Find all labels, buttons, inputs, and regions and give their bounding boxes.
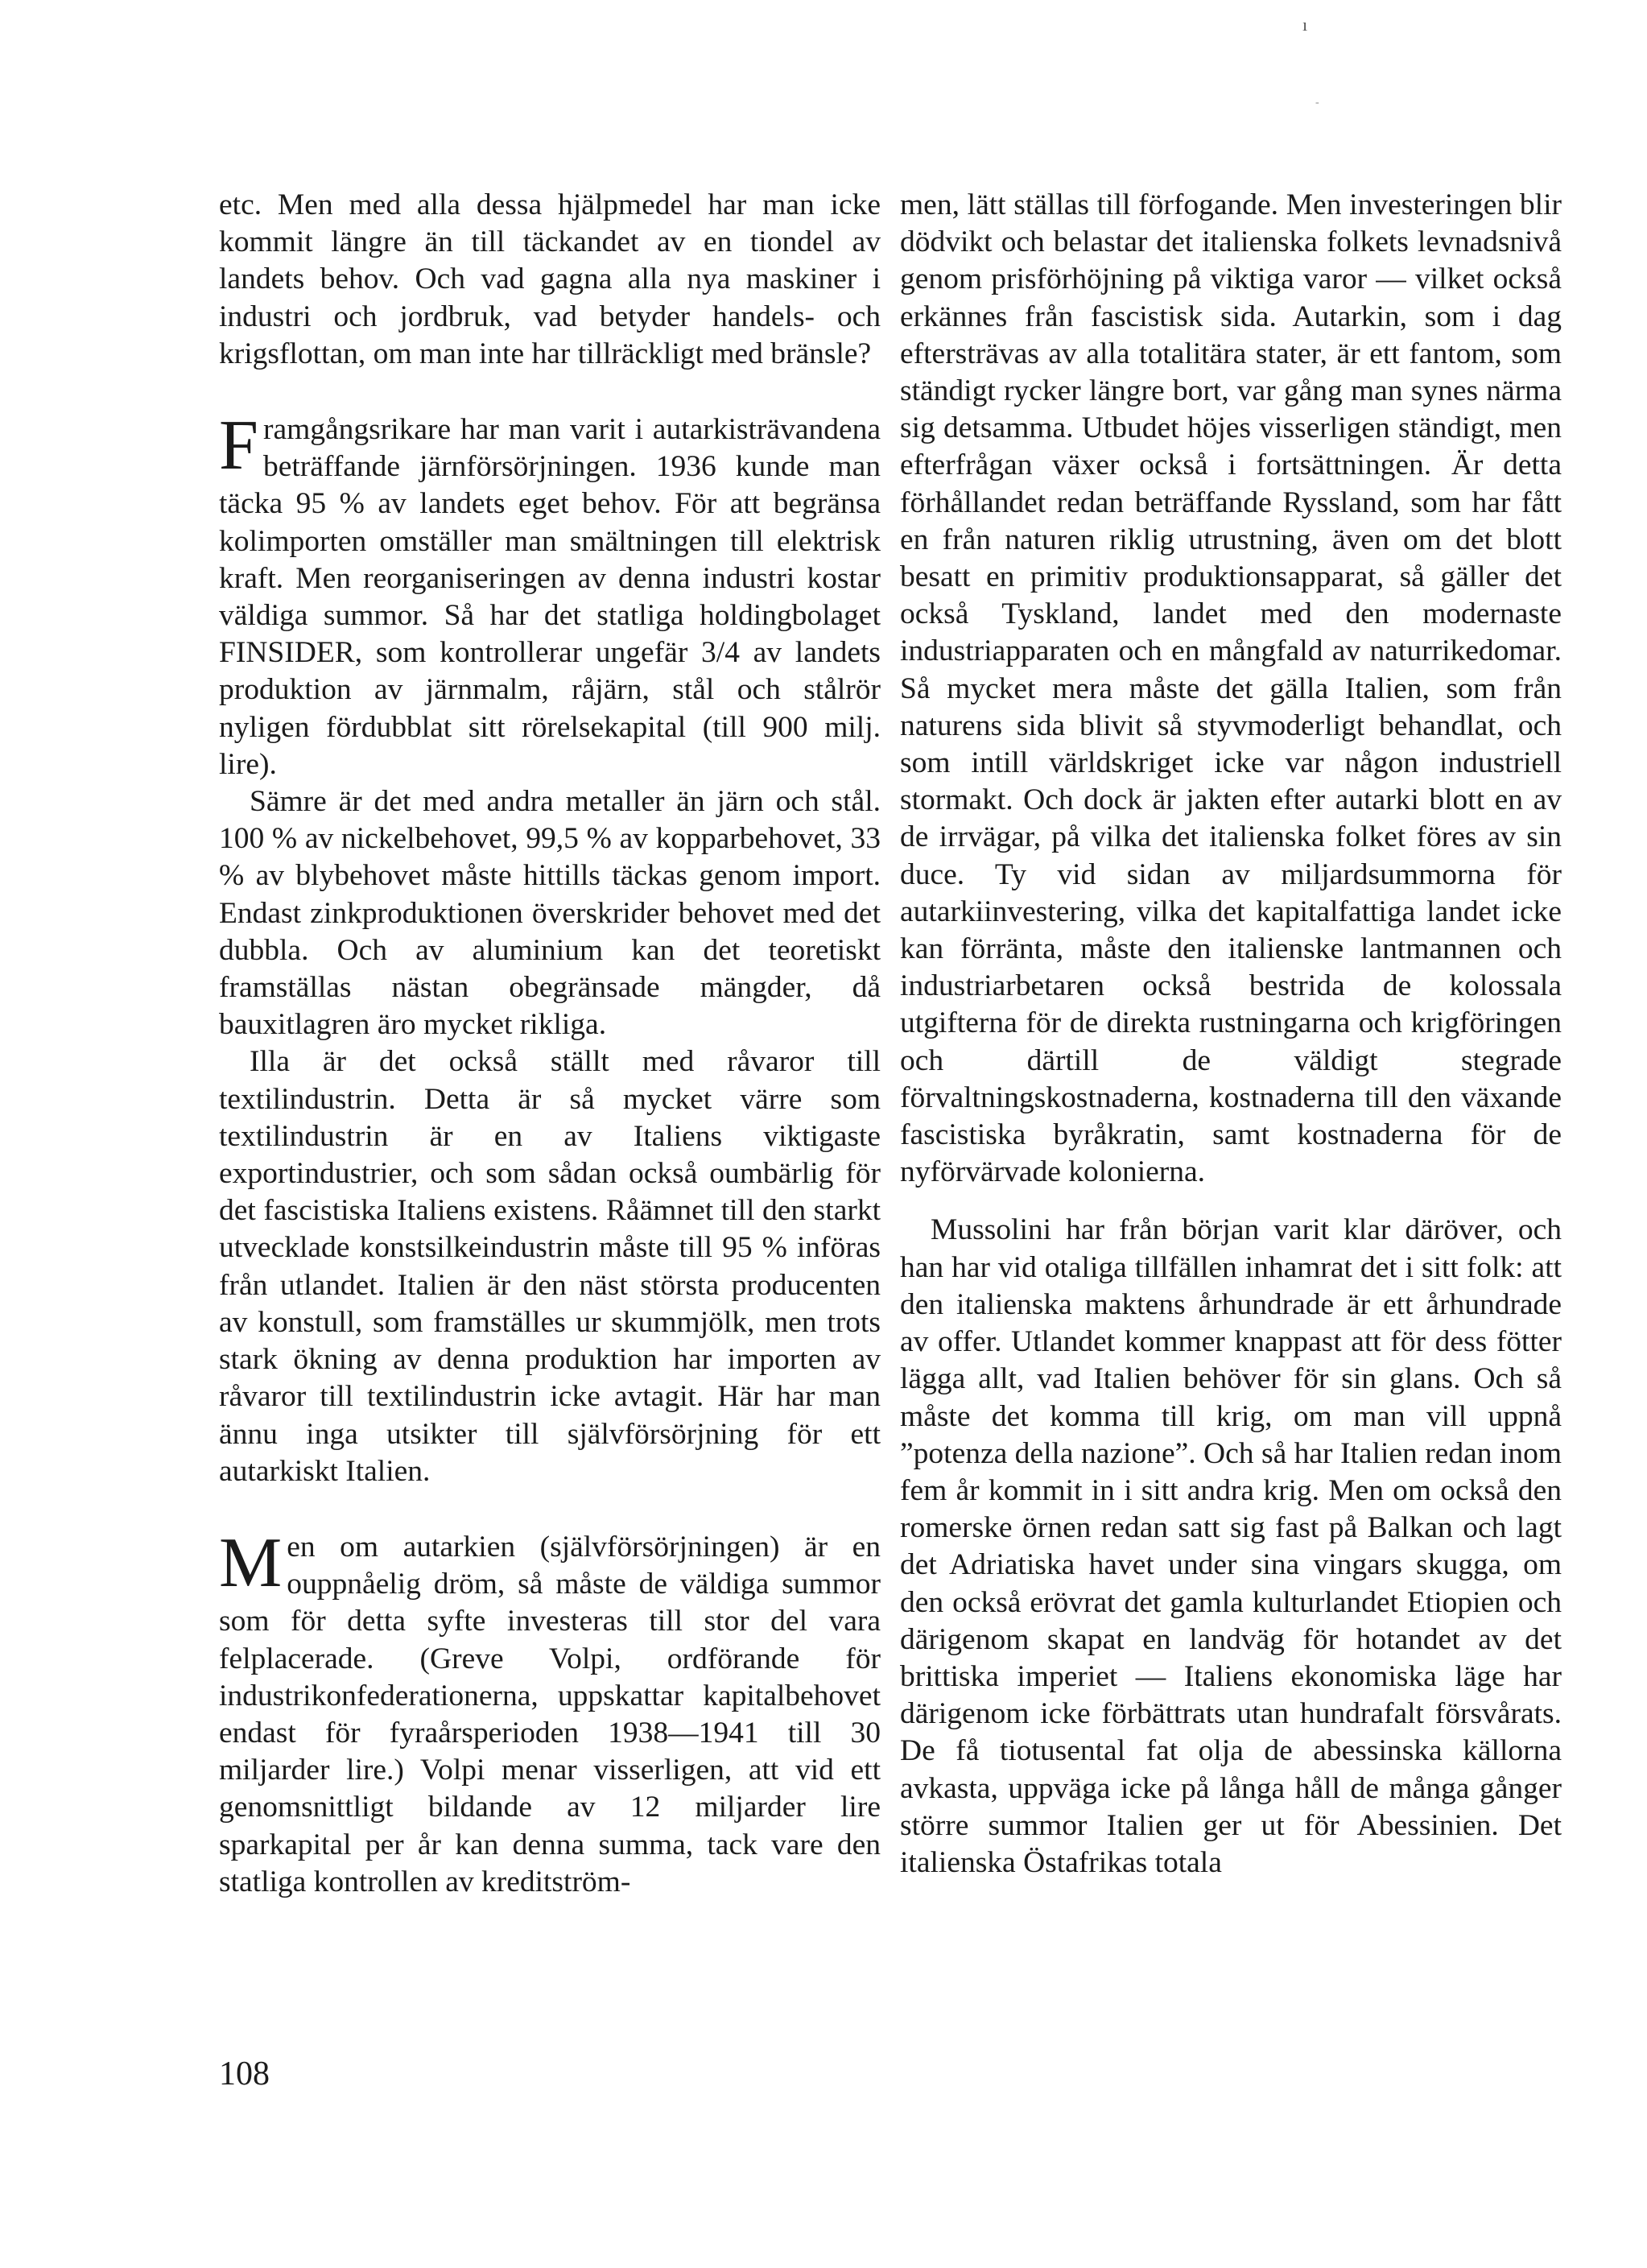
paragraph-dropcap [219,1523,881,1901]
page-number: 108 [219,2055,270,2092]
right-column [900,187,1562,1882]
paragraph-text: ramgångsrikare har man varit i autarkisträvandena beträffande järnförsörjningen. 1936 kunde man täcka 95 % av landets eget behov. För att begränsa kolimporten omställer man smältningen till elektrisk kraft. Men reorganiseringen av denna industri kostar väldiga summor. Så har det statliga holdingbolaget FINSIDER, som kontrollerar ungefär 3/4 av landets produktion av järnmalm, råjärn, stål och stålrör nyligen fördubblat sitt rörelsekapital (till 900 milj. lire). [219,413,881,781]
dropcap-letter: F [219,407,258,485]
paragraph: Mussolini har från början varit klar däröver, och han har vid otaliga tillfällen inhamrat det i sitt folk: att den italienska maktens århundrade är ett århundrade av offer. Utlandet kommer knappast att för dess fötter lägga allt, vad Italien behöver för sin glans. Och så måste det komma till krig, om man vill uppnå ”potenza della nazione”. Och så har Italien redan inom fem år kommit in i sitt andra krig. Men om också den romerske örnen redan satt sig fast på Balkan och lagt det Adriatiska havet under sina vingars skugga, om den också erövrat det gamla kulturlandet Etiopien och därigenom skapat en landväg för hotandet av det brittiska imperiet — Italiens ekonomiska läge har därigenom icke förbättrats utan hundrafalt försvårats. De få tiotusental fat olja de abessinska källorna avkasta, uppväga icke på långa håll de många gånger större summor Italien ger ut för Abessinien. Det italienska Östafrikas totala [900,1213,1562,1879]
paragraph-text: en om autarkien (självförsörjningen) är en ouppnåelig dröm, så måste de väldiga summor som för detta syfte investeras till stor del vara felplacerade. (Greve Volpi, ordförande för industrikonfederationerna, uppskattar kapitalbehovet endast för fyraårsperioden 1938—1941 till 30 miljarder lire.) Volpi menar visserligen, att vid ett genomsnittligt bildande av 12 miljarder lire sparkapital per år kan denna summa, tack vare den statliga kontrollen av kreditström- [219,1530,881,1898]
left-column [219,187,881,1901]
paragraph: Illa är det också ställt med råvaror till textilindustrin. Detta är så mycket värre som textilindustrin är en av Italiens viktigaste exportindustrier, och som sådan också oumbärlig för det fascistiska Italiens existens. Råämnet till den starkt utvecklade konstsilkeindustrin måste till 95 % införas från utlandet. Italien är den näst största producenten av konstull, som framställes ur skummjölk, men trots stark ökning av denna produktion har importen av råvaror till textilindustrin icke avtagit. Här har man ännu inga utsikter till självförsörjning för ett autarkiskt Italien. [219,1045,881,1488]
paragraph: men, lätt ställas till förfogande. Men investeringen blir dödvikt och belastar det italienska folkets levnadsnivå genom prisförhöjning på viktiga varor — vilket också erkännes från fascistisk sida. Autarkin, som i dag eftersträvas av alla totalitära stater, är ett fantom, som ständigt rycker längre bort, var gång man synes närma sig detsamma. Utbudet höjes visserligen ständigt, men efterfrågan växer också i fortsättningen. Är detta förhållandet redan beträffande Ryssland, som har fått en från naturen riklig utrustning, även om det blott besatt en primitiv produktionsapparat, så gäller det också Tyskland, landet med den modernaste industriapparaten och en mångfald av naturrikedomar. Så mycket mera måste det gälla Italien, som från naturens sida blivit så styvmoderligt behandlat, och som intill världskriget icke var någon industriell stormakt. Och dock är jakten efter autarki blott en av de irrvägar, på vilka det italienska folket föres av sin duce. Ty vid sidan av miljardsummorna för autarkiinvestering, vilka det kapitalfattiga landet icke kan förränta, måste den italienske lantmannen och industriarbetaren också bestrida de kolossala utgifterna för de direkta rustningarna och krigföringen och därtill de väldigt stegrade förvaltningskostnaderna, kostnaderna till den växande fascistiska byråkratin, samt kostnaderna för de nyförvärvade kolonierna. [900,188,1562,1189]
paragraph: etc. Men med alla dessa hjälpmedel har man icke kommit längre än till täckandet av en tiondel av landets behov. Och vad gagna alla nya maskiner i industri och jordbruk, vad betyder handels- och krigsflottan, om man inte har tillräckligt med bränsle? [219,188,881,370]
paragraph-dropcap [219,407,881,783]
paragraph: Sämre är det med andra metaller än järn och stål. 100 % av nickelbehovet, 99,5 % av kopparbehovet, 33 % av blybehovet måste hittills täckas genom import. Endast zinkproduktionen överskrider behovet med det dubbla. Och av aluminium kan det teoretiskt framställas nästan obegränsade mängder, då bauxitlagren äro mycket rikliga. [219,785,881,1042]
dropcap-letter: M [219,1523,283,1602]
margin-mark: ı [1302,14,1308,35]
margin-mark-small: - [1315,97,1319,109]
